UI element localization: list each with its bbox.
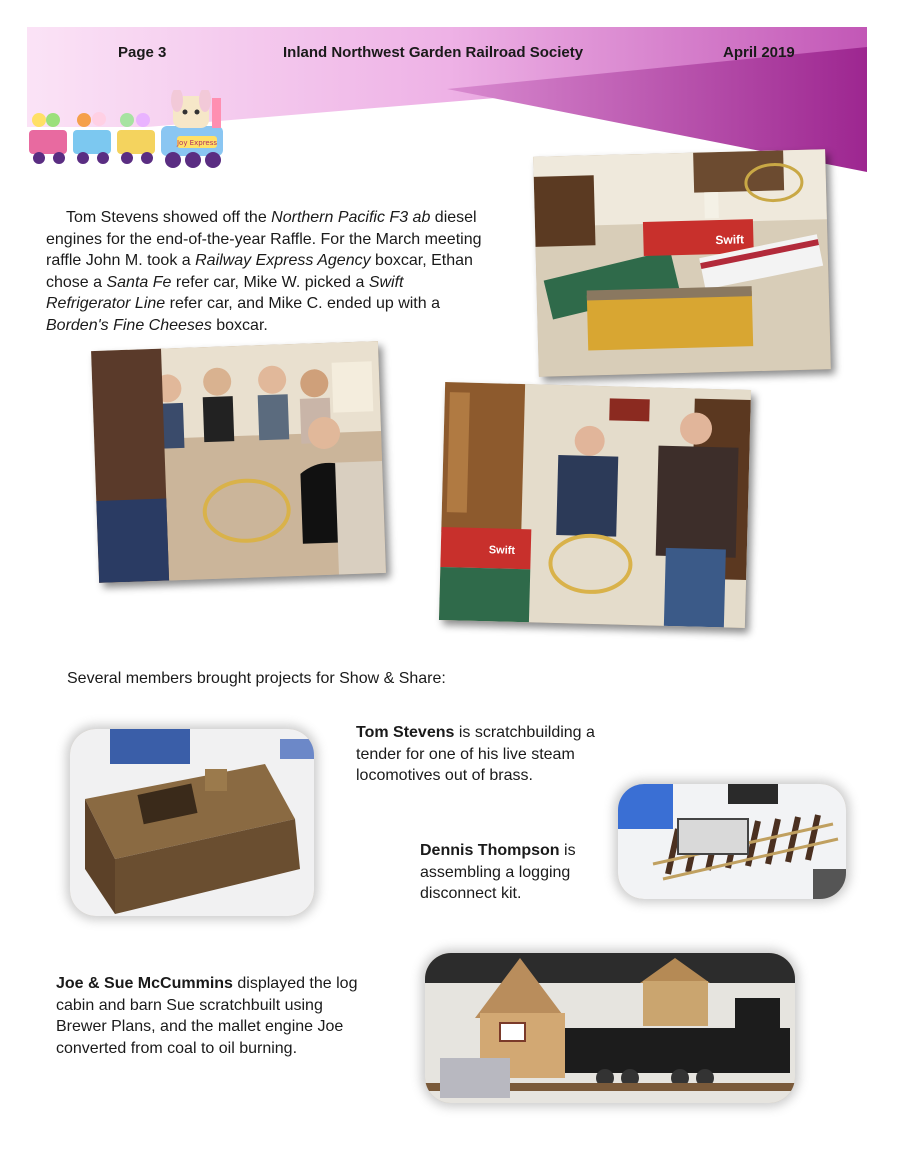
society-name: Inland Northwest Garden Railroad Society	[283, 44, 584, 61]
photo-swift-label: Swift	[715, 232, 745, 248]
dennis-paragraph: Dennis Thompson is assembling a logging disconnect kit.	[420, 842, 576, 902]
photo-swift-label-2: Swift	[488, 544, 516, 557]
show-share-intro: Several members brought projects for Show & Share:	[67, 670, 446, 687]
photo-brass-tender	[70, 729, 314, 916]
tom-paragraph: Tom Stevens is scratchbuilding a tender for one of his live steam locomotives out of brass.	[356, 724, 595, 784]
photo-logging-disconnect	[618, 784, 846, 899]
joe-paragraph: Joe & Sue McCummins displayed the log cabin and barn Sue scratchbuilt using Brewer Plans, and the mallet engine Joe converted from coal to oil burning.	[56, 975, 358, 1057]
engine-sign: Joy Express	[176, 139, 218, 147]
page-number: Page 3	[118, 44, 167, 61]
easter-train-clipart	[27, 90, 232, 170]
photo-raffle-cars	[533, 149, 831, 377]
photo-members-drum	[439, 382, 751, 628]
photo-cabin-barn-mallet	[425, 953, 795, 1103]
issue-date: April 2019	[723, 44, 795, 61]
raffle-paragraph: Tom Stevens showed off the Northern Pacific F3 ab diesel engines for the end-of-the-year Raffle. For the March meeting raffle John M. took a Railway Express Agency boxcar, Ethan chose a Santa Fe refer car, Mike W. picked a Swift Refrigerator Line refer car, and Mike C. ended up with a Borden's Fine Cheeses boxcar.	[46, 209, 482, 334]
photo-raffle-drum	[91, 341, 386, 583]
